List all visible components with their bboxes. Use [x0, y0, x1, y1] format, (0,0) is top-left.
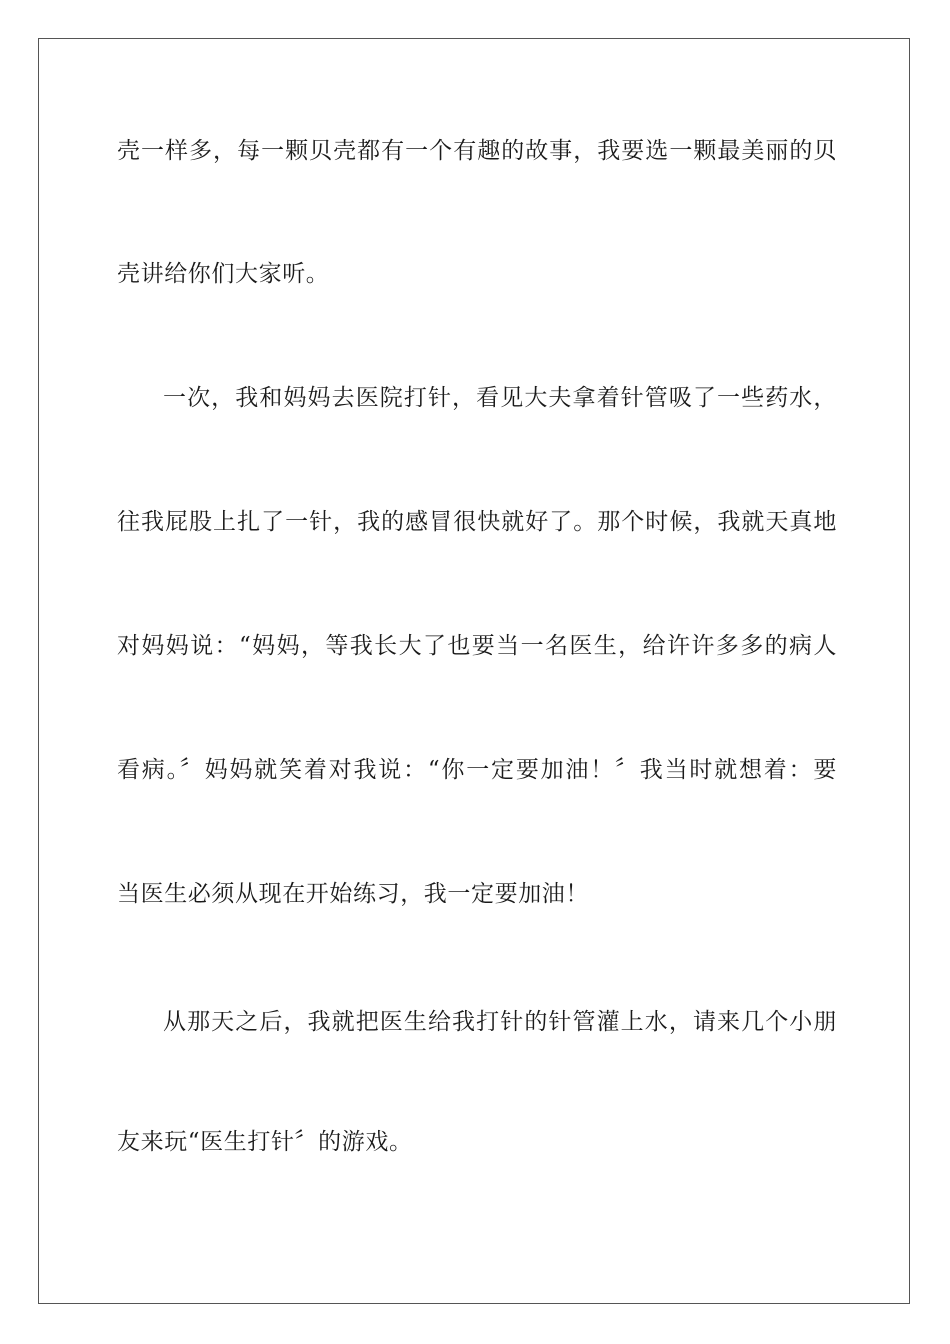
paragraph-line: 当医生必须从现在开始练习，我一定要加油！: [117, 881, 589, 907]
paragraph-line: 一次，我和妈妈去医院打针，看见大夫拿着针管吸了一些药水，: [163, 385, 837, 411]
paragraph-line: 壳讲给你们大家听。: [117, 261, 330, 287]
paragraph-line: 壳一样多，每一颗贝壳都有一个有趣的故事，我要选一颗最美丽的贝: [117, 138, 837, 164]
paragraph-line: 从那天之后，我就把医生给我打针的针管灌上水，请来几个小朋: [163, 1009, 837, 1035]
page-border: [38, 38, 910, 1304]
paragraph-line: 看病。〞妈妈就笑着对我说：“你一定要加油！〞我当时就想着：要: [117, 757, 837, 783]
paragraph-line: 对妈妈说：“妈妈，等我长大了也要当一名医生，给许许多多的病人: [117, 633, 837, 659]
paragraph-line: 友来玩“医生打针〞的游戏。: [117, 1129, 413, 1155]
paragraph-line: 往我屁股上扎了一针，我的感冒很快就好了。那个时候，我就天真地: [117, 509, 837, 535]
